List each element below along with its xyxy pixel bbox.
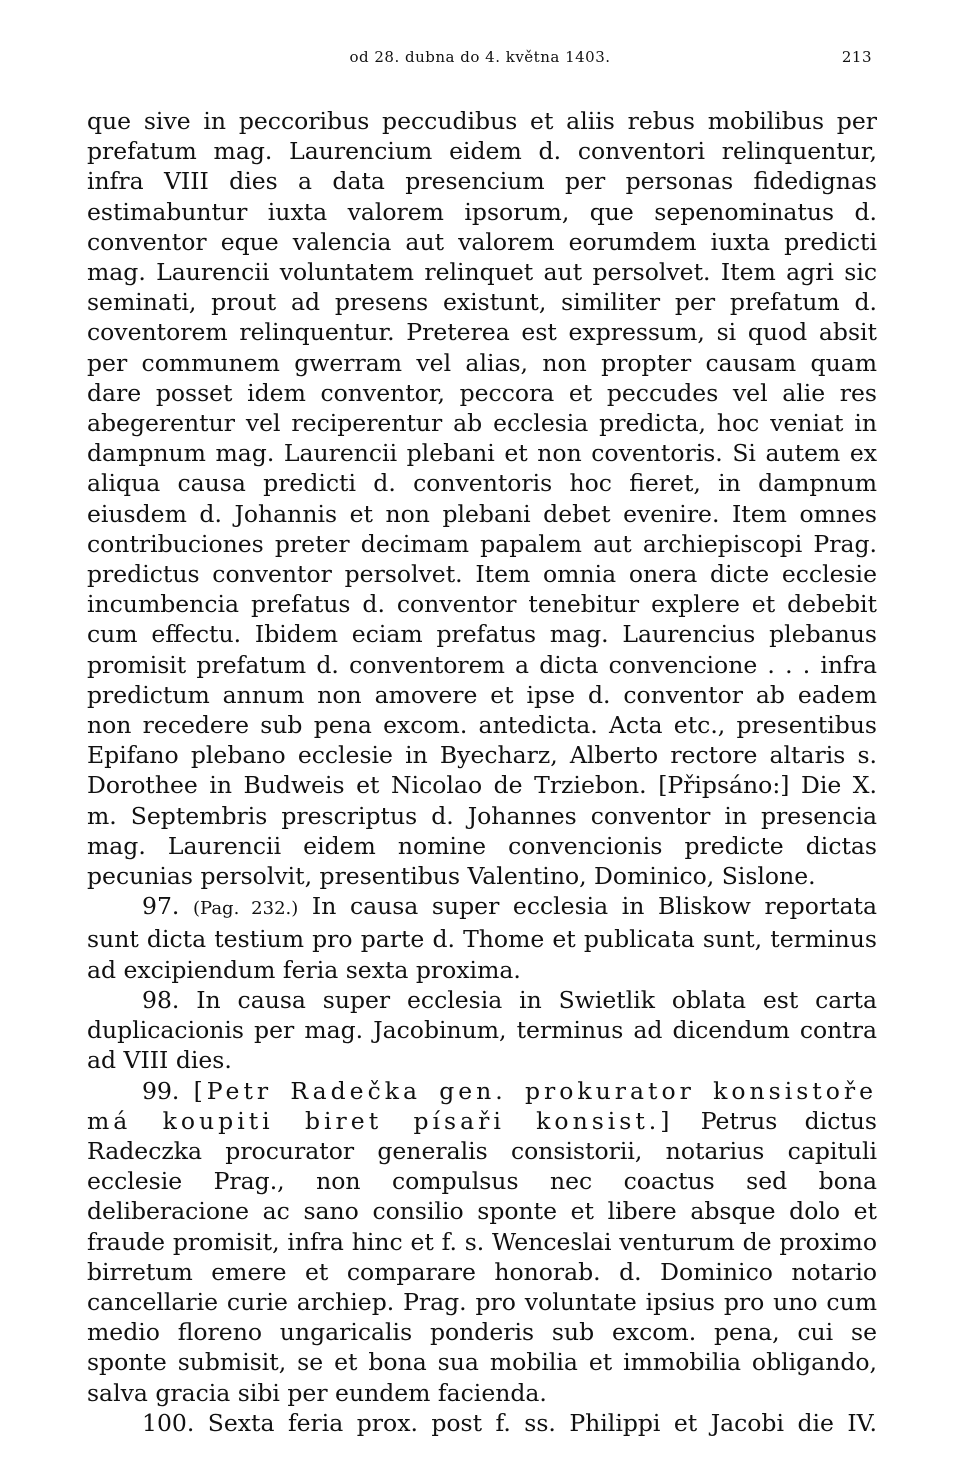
entry-number: 97. (142, 892, 180, 921)
entry-text: Sexta feria prox. post f. ss. Philippi et Jacobi die IV. (207, 1408, 877, 1437)
entry-text: In causa super ecclesia in Bliskow reportata sunt dicta testium pro parte d. Thome et publicata sunt, terminus ad excipiendum feria sexta proxima. (87, 892, 877, 984)
entry-number: 98. (142, 985, 180, 1014)
page-number: 213 (841, 48, 872, 66)
page-reference: (Pag. 232.) (193, 898, 299, 920)
editorial-note: [Petr Radečka gen. prokurator konsistoře má koupiti biret písaři konsist.] (87, 1076, 877, 1135)
entry-97 (87, 891, 877, 985)
entry-100 (87, 1408, 877, 1438)
entry-text: Petrus dictus Radeczka procurator generalis consistorii, notarius capituli ecclesie Prag., non compulsus nec coactus sed bona deliberacione ac sano consilio sponte et libere absque dolo et fraude promisit, infra hinc et f. s. Wenceslai venturum de proximo birretum emere et comparare honorab. d. Dominico notario cancellarie curie archiep. Prag. pro voluntate ipsius pro uno cum medio floreno ungaricalis ponderis sub excom. pena, cui se sponte submisit, se et bona sua mobilia et immobilia obligando, salva gracia sibi per eundem facienda. (87, 1106, 877, 1407)
entry-98 (87, 985, 877, 1076)
entry-text: In causa super ecclesia in Swietlik oblata est carta duplicacionis per mag. Jacobinum, terminus ad dicendum contra ad VIII dies. (87, 985, 877, 1075)
entry-99 (87, 1076, 877, 1408)
paragraph-continuation: que sive in peccoribus peccudibus et aliis rebus mobilibus per prefatum mag. Laurencium eidem d. conventori relinquentur, infra VIII dies a data presencium per personas fidedignas estimabuntur iuxta valorem ipsorum, que sepenominatus d. conventor eque valencia aut valorem eorumdem iuxta predicti mag. Laurencii voluntatem relinquet aut persolvet. Item agri sic seminati, prout ad presens existunt, similiter per prefatum d. coventorem relinquentur. Preterea est expressum, si quod absit per communem gwerram vel alias, non propter causam quam dare posset idem conventor, peccora et peccudes vel alie res abegerentur vel reciperentur ab ecclesia predicta, hoc veniat in dampnum mag. Laurencii plebani et non coventoris. Si autem ex aliqua causa predicti d. conventoris hoc fieret, in dampnum eiusdem d. Johannis et non plebani debet evenire. Item omnes contribuciones preter decimam papalem aut archiepiscopi Prag. predictus conventor persolvet. Item omnia onera dicte ecclesie incumbencia prefatus d. conventor tenebitur explere et debebit cum effectu. Ibidem eciam prefatus mag. Laurencius plebanus promisit prefatum d. conventorem a dicta convencione . . . infra predictum annum non amovere et ipse d. conventor ab eadem non recedere sub pena excom. antedicta. Acta etc., presentibus Epifano plebano ecclesie in Byecharz, Alberto rectore altaris s. Dorothee in Budweis et Nicolao de Trziebon. [Připsáno:] Die X. m. Septembris prescriptus d. Johannes conventor in presencia mag. Laurencii eidem nomine convencionis predicte dictas pecunias persolvit, presentibus Valentino, Dominico, Sislone. (87, 107, 877, 891)
running-title: od 28. dubna do 4. května 1403. (349, 48, 611, 66)
entry-number: 99. (142, 1076, 180, 1105)
entry-number: 100. (142, 1408, 195, 1437)
running-header (0, 48, 960, 72)
page-body (87, 106, 877, 1438)
